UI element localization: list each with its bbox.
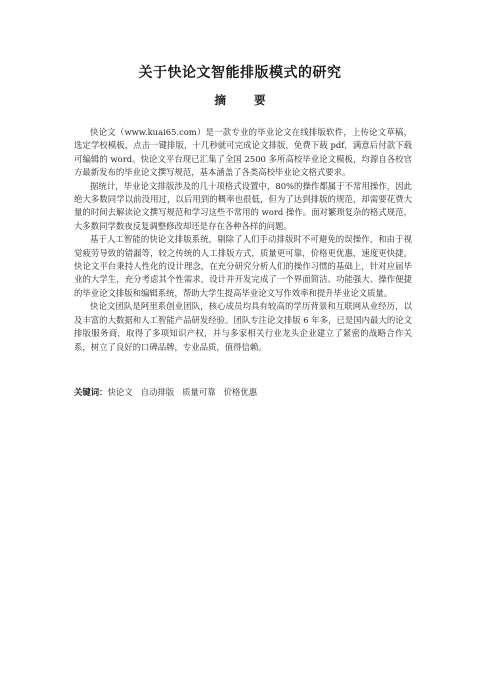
abstract-body xyxy=(74,126,412,354)
keywords-label: 关键词： xyxy=(74,387,108,397)
keywords-line xyxy=(74,386,412,399)
keyword: 自动排版 xyxy=(140,387,175,397)
abstract-paragraph: 据统计，毕业论文排版涉及的几十项格式设置中，80%的操作都属于不常用操作，因此绝大多数同学以前没用过，以后用到的概率也很低，但为了达到排版的规范，却需要花费大量的时间去解读论文撰写规范和学习这些不常用的 word 操作。面对繁琐复杂的格式规范，大多数同学数夜反复调整修改却还是存在各种各样的问题。 xyxy=(74,180,412,231)
keyword: 快论文 xyxy=(107,387,133,397)
abstract-paragraph: 基于人工智能的快论文排版系统，剔除了人们手动排版时不可避免的误操作，和由于视觉疲劳导致的错漏等，较之传统的人工排版方式，质量更可靠，价格更优惠，速度更快捷。快论文平台秉持人性化的设计理念，在充分研究分析人们的操作习惯的基础上，针对应届毕业的大学生，充分考虑其个性需求，设计并开发完成了一个界面简洁、功能强大、操作便捷的毕业论文排版和编辑系统，帮助大学生提高毕业论文写作效率和提升毕业论文质量。 xyxy=(74,234,412,298)
abstract-paragraph: 快论文团队是阿里系创业团队，核心成员均具有较高的学历背景和互联网从业经历，以及丰富的大数据和人工智能产品研发经验。团队专注论文排版 6 年多，已是国内最大的论文排版服务商，取得了多项知识产权，并与多家相关行业龙头企业建立了紧密的战略合作关系，树立了良好的口碑品牌，专业品质，值得信赖。 xyxy=(74,301,412,352)
page-title: 关于快论文智能排版模式的研究 xyxy=(138,65,342,81)
abstract-heading: 摘 要 xyxy=(214,93,278,107)
keyword: 质量可靠 xyxy=(182,387,216,397)
keyword: 价格优惠 xyxy=(223,387,258,397)
abstract-paragraph: 快论文（www.kuai65.com）是一款专业的毕业论文在线排版软件，上传论文草稿，选定学校模板，点击一键排版，十几秒就可完成论文排版，免费下载 pdf，满意后付款下载可编辑的 word。快论文平台现已汇集了全国 2500 多所高校毕业论文模板，均源自各校官方最新发布的毕业论文撰写规范，基本涵盖了各类高校毕业论文格式要求。 xyxy=(74,127,412,178)
